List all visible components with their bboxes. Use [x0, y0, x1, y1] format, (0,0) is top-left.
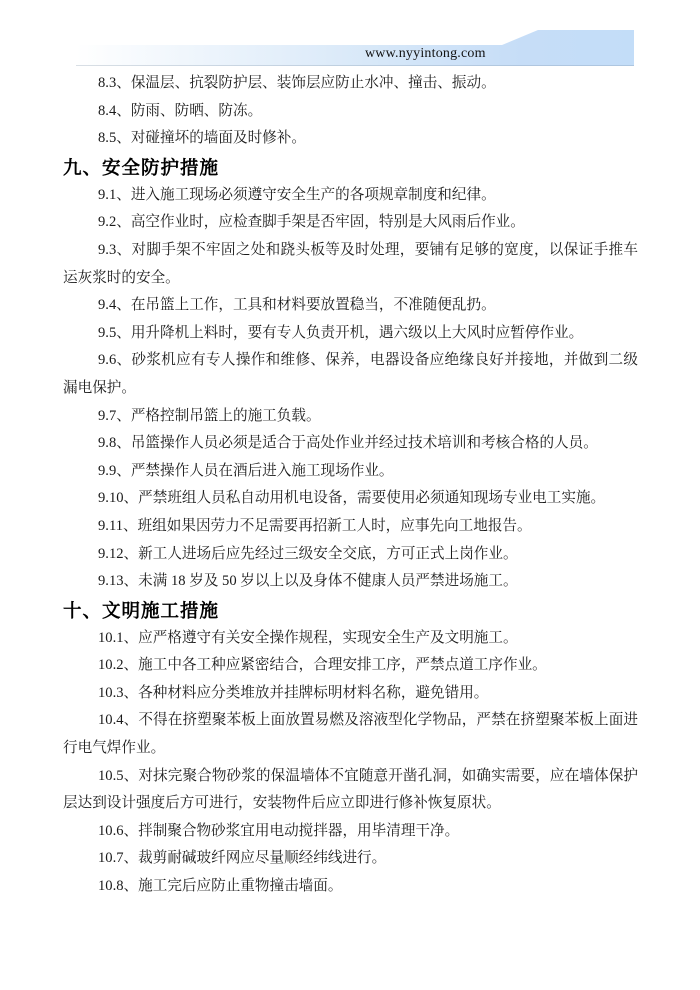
header-banner — [76, 28, 634, 66]
document-body — [63, 70, 638, 901]
list-item-10-4: 10.4、不得在挤塑聚苯板上面放置易燃及溶液型化学物品，严禁在挤塑聚苯板上面进行电气焊作业。 — [63, 712, 638, 757]
list-item-10-2: 10.2、施工中各工种应紧密结合，合理安排工序，严禁点道工序作业。 — [98, 657, 547, 674]
list-item-10-1: 10.1、应严格遵守有关安全操作规程，实现安全生产及文明施工。 — [98, 629, 518, 646]
list-item-9-8: 9.8、吊篮操作人员必须是适合于高处作业并经过技术培训和考核合格的人员。 — [98, 435, 598, 452]
header-banner-edge — [76, 65, 634, 66]
list-item-8-5: 8.5、对碰撞坏的墙面及时修补。 — [98, 130, 306, 147]
list-item-9-7: 9.7、严格控制吊篮上的施工负载。 — [98, 407, 321, 424]
list-item-9-2: 9.2、高空作业时，应检查脚手架是否牢固，特别是大风雨后作业。 — [98, 214, 525, 231]
section-heading-safety: 九、安全防护措施 — [63, 156, 220, 178]
list-item-10-6: 10.6、拌制聚合物砂浆宜用电动搅拌器，用毕清理干净。 — [98, 822, 460, 839]
list-item-10-8: 10.8、施工完后应防止重物撞击墙面。 — [98, 878, 343, 895]
list-item-10-7: 10.7、裁剪耐碱玻纤网应尽量顺经纬线进行。 — [98, 850, 387, 867]
list-item-9-10: 9.10、严禁班组人员私自动用机电设备，需要使用必须通知现场专业电工实施。 — [98, 490, 606, 507]
list-item-9-11: 9.11、班组如果因劳力不足需要再招新工人时，应事先向工地报告。 — [98, 517, 532, 534]
list-item-9-1: 9.1、进入施工现场必须遵守安全生产的各项规章制度和纪律。 — [98, 186, 496, 203]
list-item-9-12: 9.12、新工人进场后应先经过三级安全交底，方可正式上岗作业。 — [98, 545, 518, 562]
list-item-10-5: 10.5、对抹完聚合物砂浆的保温墙体不宜随意开凿孔洞，如确实需要，应在墙体保护层达到设计强度后方可进行，安装物件后应立即进行修补恢复原状。 — [63, 767, 638, 812]
list-item-8-3: 8.3、保温层、抗裂防护层、装饰层应防止水冲、撞击、振动。 — [98, 75, 496, 91]
list-item-9-9: 9.9、严禁操作人员在酒后进入施工现场作业。 — [98, 462, 394, 479]
list-item-9-4: 9.4、在吊篮上工作，工具和材料要放置稳当，不准随便乱扔。 — [98, 297, 496, 314]
list-item-9-3: 9.3、对脚手架不牢固之处和跷头板等及时处理，要铺有足够的宽度，以保证手推车运灰浆时的安全。 — [63, 241, 638, 286]
section-heading-civilized: 十、文明施工措施 — [63, 599, 220, 621]
list-item-9-13: 9.13、未满 18 岁及 50 岁以上以及身体不健康人员严禁进场施工。 — [98, 573, 518, 590]
website-url: www.nyyintong.com — [365, 46, 486, 61]
list-item-8-4: 8.4、防雨、防晒、防冻。 — [98, 102, 263, 119]
list-item-9-6: 9.6、砂浆机应有专人操作和维修、保养，电器设备应绝缘良好并接地，并做到二级漏电保护。 — [63, 352, 638, 396]
list-item-10-3: 10.3、各种材料应分类堆放并挂牌标明材料名称，避免错用。 — [98, 684, 489, 701]
list-item-9-5: 9.5、用升降机上料时，要有专人负责开机，遇六级以上大风时应暂停作业。 — [98, 324, 584, 341]
